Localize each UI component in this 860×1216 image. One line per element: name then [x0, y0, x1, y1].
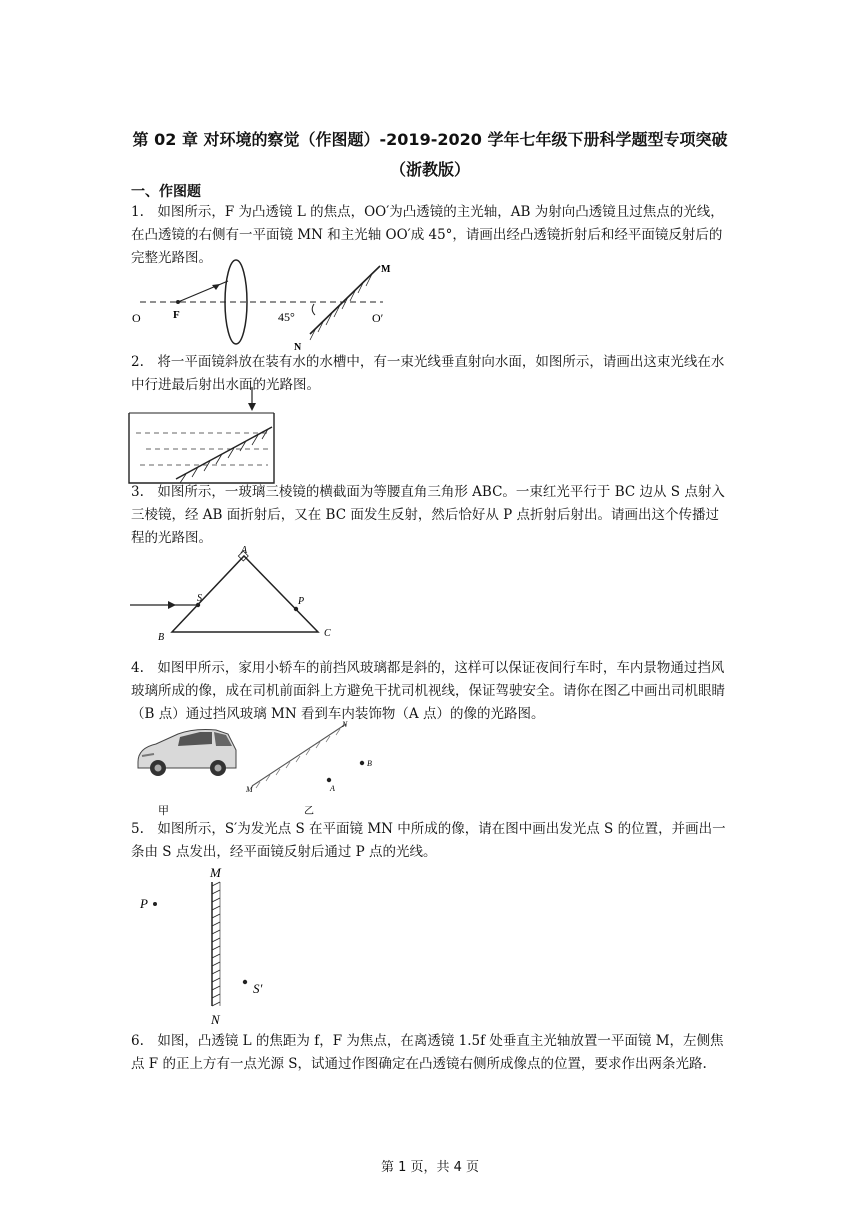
down-arrow-icon [248, 403, 256, 411]
label-a: A [241, 545, 248, 556]
label-m: M [246, 785, 253, 794]
water-tank [129, 413, 274, 483]
question-3-text: 3. 如图所示，一玻璃三棱镜的横截面为等腰直角三角形 ABC。一束红光平行于 BC 边从 S 点射入三棱镜，经 AB 面折射后，又在 BC 面发生反射，然后恰好从 P 点折射后射出。请画出这个传播过程的光路图。 [131, 484, 725, 546]
point-s-prime [243, 980, 247, 984]
label-n: N [211, 1012, 220, 1027]
document-title: 第 02 章 对环境的察觉（作图题）-2019-2020 学年七年级下册科学题型专项突破 [132, 130, 728, 149]
label-o: O [132, 311, 141, 325]
question-5-text: 5. 如图所示，S′为发光点 S 在平面镜 MN 中所成的像，请在图中画出发光点 S 的位置，并画出一条由 S 点发出，经平面镜反射后通过 P 点的光线。 [131, 821, 726, 860]
windshield-mn [252, 724, 346, 786]
document-subtitle: （浙教版） [389, 160, 470, 179]
label-p: P [140, 896, 148, 911]
prism-triangle [172, 556, 318, 632]
mirror-hatching [212, 882, 220, 1006]
car-illustration [138, 730, 236, 777]
question-6-text: 6. 如图，凸透镜 L 的焦距为 f，F 为焦点，在离透镜 1.5f 处垂直主光轴放置一平面镜 M，左侧焦点 F 的正上方有一点光源 S，试通过作图确定在凸透镜右侧所成像点的位置，要求作出两条光路. [131, 1033, 724, 1072]
label-c: C [324, 628, 331, 639]
question-2-text: 2. 将一平面镜斜放在装有水的水槽中，有一束光线垂直射向水面，如图所示，请画出这束光线在水中行进最后射出水面的光路图。 [131, 354, 725, 393]
angle-arc [312, 304, 315, 315]
label-s-prime: S′ [253, 981, 263, 996]
label-s: S [197, 593, 202, 604]
label-a-text: A [330, 784, 335, 793]
point-p [294, 607, 298, 611]
figure-3-prism [128, 544, 342, 644]
water-lines [136, 433, 268, 465]
question-1-text: 1. 如图所示，F 为凸透镜 L 的焦点，OO′为凸透镜的主光轴，AB 为射向凸透镜且过焦点的光线，在凸透镜的右侧有一平面镜 MN 和主光轴 OO′成 45°，请画出经凸透镜折射后和经平面镜反射后的完整光路图。 [131, 204, 724, 266]
label-f: F [173, 309, 180, 321]
page-footer: 第 1 页，共 4 页 [380, 1160, 480, 1175]
ray-arrow-icon [168, 601, 176, 609]
label-p: P [298, 596, 305, 607]
figure-5-plane-mirror [132, 862, 282, 1030]
label-m: M [381, 264, 391, 275]
label-b: B [158, 632, 165, 643]
label-jia: 甲 [158, 805, 169, 816]
figure-2-water-tank [122, 385, 282, 487]
label-45: 45° [278, 310, 295, 324]
label-yi: 乙 [304, 806, 314, 816]
section-heading: 一、作图题 [131, 184, 201, 200]
figure-1-lens-diagram [128, 258, 418, 354]
label-n: N [342, 720, 348, 729]
slanted-mirror [176, 427, 272, 479]
question-4-text: 4. 如图甲所示，家用小轿车的前挡风玻璃都是斜的，这样可以保证夜间行车时，车内景物通过挡风玻璃所成的像，成在司机前面斜上方避免干扰司机视线，保证驾驶安全。请你在图乙中画出司机眼睛（B 点）通过挡风玻璃 MN 看到车内装饰物（A 点）的像的光路图。 [131, 660, 725, 722]
point-b [360, 761, 364, 765]
focus-point [176, 300, 180, 304]
label-o-prime: O′ [372, 311, 384, 325]
point-a [327, 778, 331, 782]
label-b-text: B [367, 759, 372, 768]
figure-4-windshield [132, 720, 380, 816]
label-n: N [294, 342, 302, 353]
mirror-hatching [310, 274, 372, 340]
point-p [153, 902, 157, 906]
plane-mirror-mn [310, 266, 380, 334]
label-m: M [210, 865, 221, 880]
incident-ray-ab [178, 281, 228, 302]
